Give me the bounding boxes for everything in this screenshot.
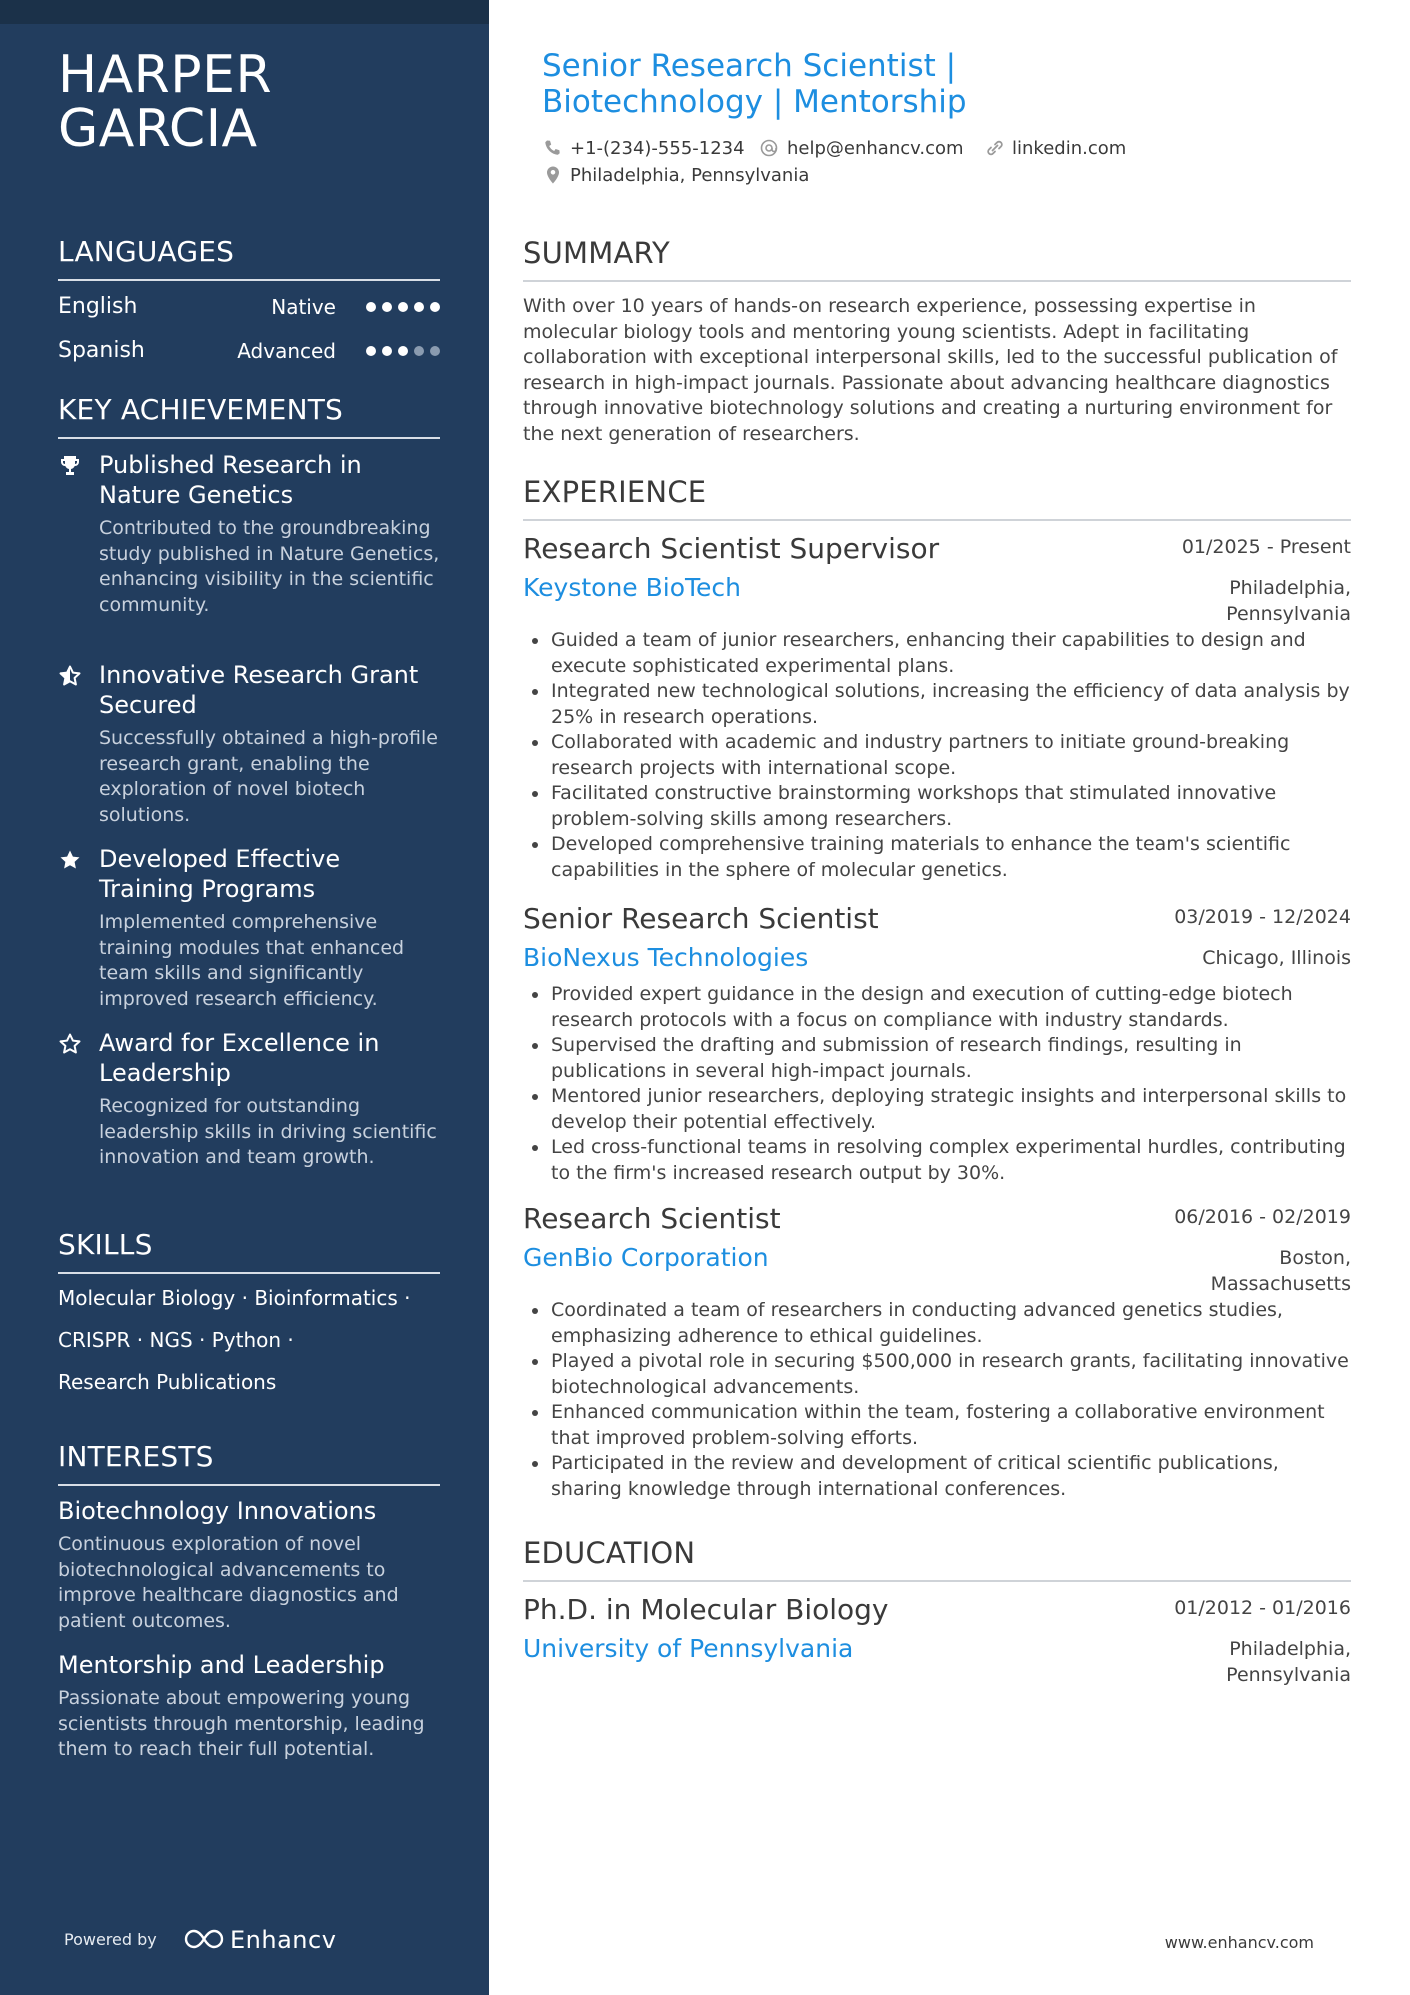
star-outline-icon	[58, 1032, 82, 1056]
phone-icon	[542, 139, 564, 157]
summary-title: SUMMARY	[523, 236, 1351, 282]
rating-dot	[430, 302, 440, 312]
job-role: Research Scientist Supervisor	[523, 532, 940, 565]
job-date: 06/2016 - 02/2019	[1174, 1206, 1351, 1228]
language-row	[58, 335, 440, 367]
interest-item	[58, 1496, 440, 1634]
interest-title: Biotechnology Innovations	[58, 1497, 377, 1525]
education-degree: Ph.D. in Molecular Biology	[523, 1593, 889, 1626]
bullet-item: Played a pivotal role in securing $500,000 in research grants, facilitating innovative biotechnological advancements.	[523, 1349, 1351, 1400]
skills-line: CRISPR · NGS · Python ·	[58, 1328, 294, 1352]
achievement-title: Developed Effective Training Programs	[99, 845, 341, 903]
linkedin-text: linkedin.com	[1012, 138, 1127, 159]
experience-title: EXPERIENCE	[523, 475, 1351, 521]
bullet-item: Facilitated constructive brainstorming workshops that stimulated innovative problem-solving skills among researchers.	[523, 781, 1351, 832]
link-icon	[984, 139, 1006, 157]
bullet-item: Participated in the review and development of critical scientific publications, sharing knowledge through international conferences.	[523, 1451, 1351, 1502]
bullet-item: Developed comprehensive training materials to enhance the team's scientific capabilities in the sphere of molecular genetics.	[523, 832, 1351, 883]
bullet-item: Guided a team of junior researchers, enhancing their capabilities to design and execute sophisticated experimental plans.	[523, 628, 1351, 679]
education-school: University of Pennsylvania	[523, 1634, 854, 1663]
language-level: Advanced	[237, 339, 336, 363]
languages-title: LANGUAGES	[58, 235, 440, 281]
job-location-line: Pennsylvania	[1226, 602, 1351, 625]
job-date: 01/2025 - Present	[1181, 536, 1351, 558]
achievement-description: Successfully obtained a high-profile research grant, enabling the exploration of novel biotech solutions.	[99, 727, 438, 826]
job-bullets	[523, 628, 1351, 883]
language-rating-dots	[366, 346, 440, 356]
job-bullets	[523, 982, 1351, 1186]
website-link[interactable]: www.enhancv.com	[1164, 1933, 1314, 1952]
skills-line: Molecular Biology · Bioinformatics ·	[58, 1286, 411, 1310]
bullet-item: Led cross-functional teams in resolving complex experimental hurdles, contributing to the firm's increased research output by 30%.	[523, 1135, 1351, 1186]
education-location	[1161, 1637, 1351, 1688]
job-company: Keystone BioTech	[523, 573, 742, 602]
interest-item	[58, 1650, 440, 1763]
rating-dot	[398, 346, 408, 356]
trophy-icon	[58, 454, 82, 478]
name-first: HARPER	[58, 45, 273, 105]
education-date: 01/2012 - 01/2016	[1174, 1597, 1351, 1619]
education-location-line: Pennsylvania	[1226, 1663, 1351, 1686]
job-location-line: Massachusetts	[1210, 1272, 1351, 1295]
job-location	[1161, 1246, 1351, 1297]
job-company: GenBio Corporation	[523, 1243, 769, 1272]
experience-entry	[523, 902, 1351, 1186]
job-bullets	[523, 1298, 1351, 1502]
education-title: EDUCATION	[523, 1536, 1351, 1582]
at-sign-icon	[759, 139, 781, 157]
language-level: Native	[271, 295, 336, 319]
enhancv-brand-link[interactable]: Enhancv	[230, 1926, 337, 1954]
rating-dot-empty	[430, 346, 440, 356]
location-pin-icon	[542, 166, 564, 184]
rating-dot	[414, 302, 424, 312]
contact-location	[542, 164, 809, 188]
interest-description: Passionate about empowering young scientists through mentorship, leading them to reach their full potential.	[58, 1687, 425, 1760]
rating-dot-empty	[414, 346, 424, 356]
sidebar	[0, 0, 489, 1995]
powered-by-label: Powered by	[64, 1930, 157, 1949]
achievement-title: Innovative Research Grant Secured	[99, 661, 419, 719]
star-half-icon	[58, 664, 82, 688]
bullet-item: Provided expert guidance in the design and execution of cutting-edge biotech research protocols with a focus on compliance with industry standards.	[523, 982, 1351, 1033]
star-filled-icon	[58, 848, 82, 872]
interest-title: Mentorship and Leadership	[58, 1651, 385, 1679]
contact-email[interactable]	[759, 137, 964, 161]
achievement-item	[58, 660, 440, 828]
email-text: help@enhancv.com	[787, 138, 964, 159]
achievement-description: Recognized for outstanding leadership skills in driving scientific innovation and team growth.	[99, 1095, 437, 1168]
skills-title: SKILLS	[58, 1228, 440, 1274]
phone-text: +1-(234)-555-1234	[570, 138, 745, 159]
achievement-item	[58, 1028, 440, 1171]
experience-entry	[523, 532, 1351, 883]
job-location-line: Chicago, Illinois	[1202, 947, 1351, 969]
achievement-title: Published Research in Nature Genetics	[99, 451, 362, 509]
interest-description: Continuous exploration of novel biotechnological advancements to improve healthcare diagnostics and patient outcomes.	[58, 1533, 399, 1632]
bullet-item: Mentored junior researchers, deploying strategic insights and interpersonal skills to develop their potential effectively.	[523, 1084, 1351, 1135]
language-rating-dots	[366, 302, 440, 312]
job-company: BioNexus Technologies	[523, 943, 809, 972]
language-name: English	[58, 294, 138, 319]
contact-linkedin[interactable]	[984, 137, 1126, 161]
sidebar-top-bar	[0, 0, 489, 24]
rating-dot	[382, 346, 392, 356]
language-row	[58, 291, 440, 323]
bullet-item: Coordinated a team of researchers in conducting advanced genetics studies, emphasizing adherence to ethical guidelines.	[523, 1298, 1351, 1349]
achievements-title: KEY ACHIEVEMENTS	[58, 393, 440, 439]
bullet-item: Integrated new technological solutions, increasing the efficiency of data analysis by 25% in research operations.	[523, 679, 1351, 730]
bullet-item: Enhanced communication within the team, fostering a collaborative environment that improved problem-solving efforts.	[523, 1400, 1351, 1451]
experience-entry	[523, 1202, 1351, 1502]
job-role: Senior Research Scientist	[523, 902, 879, 935]
job-location-line: Boston,	[1279, 1247, 1351, 1269]
job-date: 03/2019 - 12/2024	[1174, 906, 1351, 928]
candidate-name	[58, 45, 458, 159]
location-text: Philadelphia, Pennsylvania	[570, 165, 810, 186]
bullet-item: Collaborated with academic and industry partners to initiate ground-breaking research projects with international scope.	[523, 730, 1351, 781]
contact-phone[interactable]	[542, 137, 745, 161]
enhancv-logo-icon	[184, 1925, 224, 1953]
job-location	[1161, 946, 1351, 972]
rating-dot	[366, 346, 376, 356]
bullet-item: Supervised the drafting and submission of research findings, resulting in publications in several high-impact journals.	[523, 1033, 1351, 1084]
job-role: Research Scientist	[523, 1202, 781, 1235]
rating-dot	[366, 302, 376, 312]
achievement-description: Contributed to the groundbreaking study published in Nature Genetics, enhancing visibility in the scientific community.	[99, 517, 440, 616]
achievement-item	[58, 844, 440, 1012]
rating-dot	[382, 302, 392, 312]
headline-title: Senior Research Scientist | Biotechnology | Mentorship	[542, 48, 967, 120]
rating-dot	[398, 302, 408, 312]
skills-line: Research Publications	[58, 1370, 277, 1394]
job-location-line: Philadelphia,	[1229, 577, 1351, 599]
achievement-item	[58, 450, 440, 618]
education-entry	[523, 1593, 1351, 1686]
achievement-description: Implemented comprehensive training modules that enhanced team skills and significantly improved research efficiency.	[99, 911, 405, 1010]
main-content	[489, 0, 1410, 1995]
job-location	[1161, 576, 1351, 627]
name-last: GARCIA	[58, 99, 258, 159]
language-name: Spanish	[58, 338, 145, 363]
education-location-line: Philadelphia,	[1229, 1638, 1351, 1660]
achievement-title: Award for Excellence in Leadership	[99, 1029, 380, 1087]
interests-title: INTERESTS	[58, 1440, 440, 1486]
summary-text: With over 10 years of hands-on research experience, possessing expertise in molecular biology tools and mentoring young scientists. Adept in facilitating collaboration with exceptional interpersonal skills, led to the successful publication of research in high-impact journals. Passionate about advancing healthcare diagnostics through innovative biotechnology solutions and creating a nurturing environment for the next generation of researchers.	[523, 295, 1338, 445]
